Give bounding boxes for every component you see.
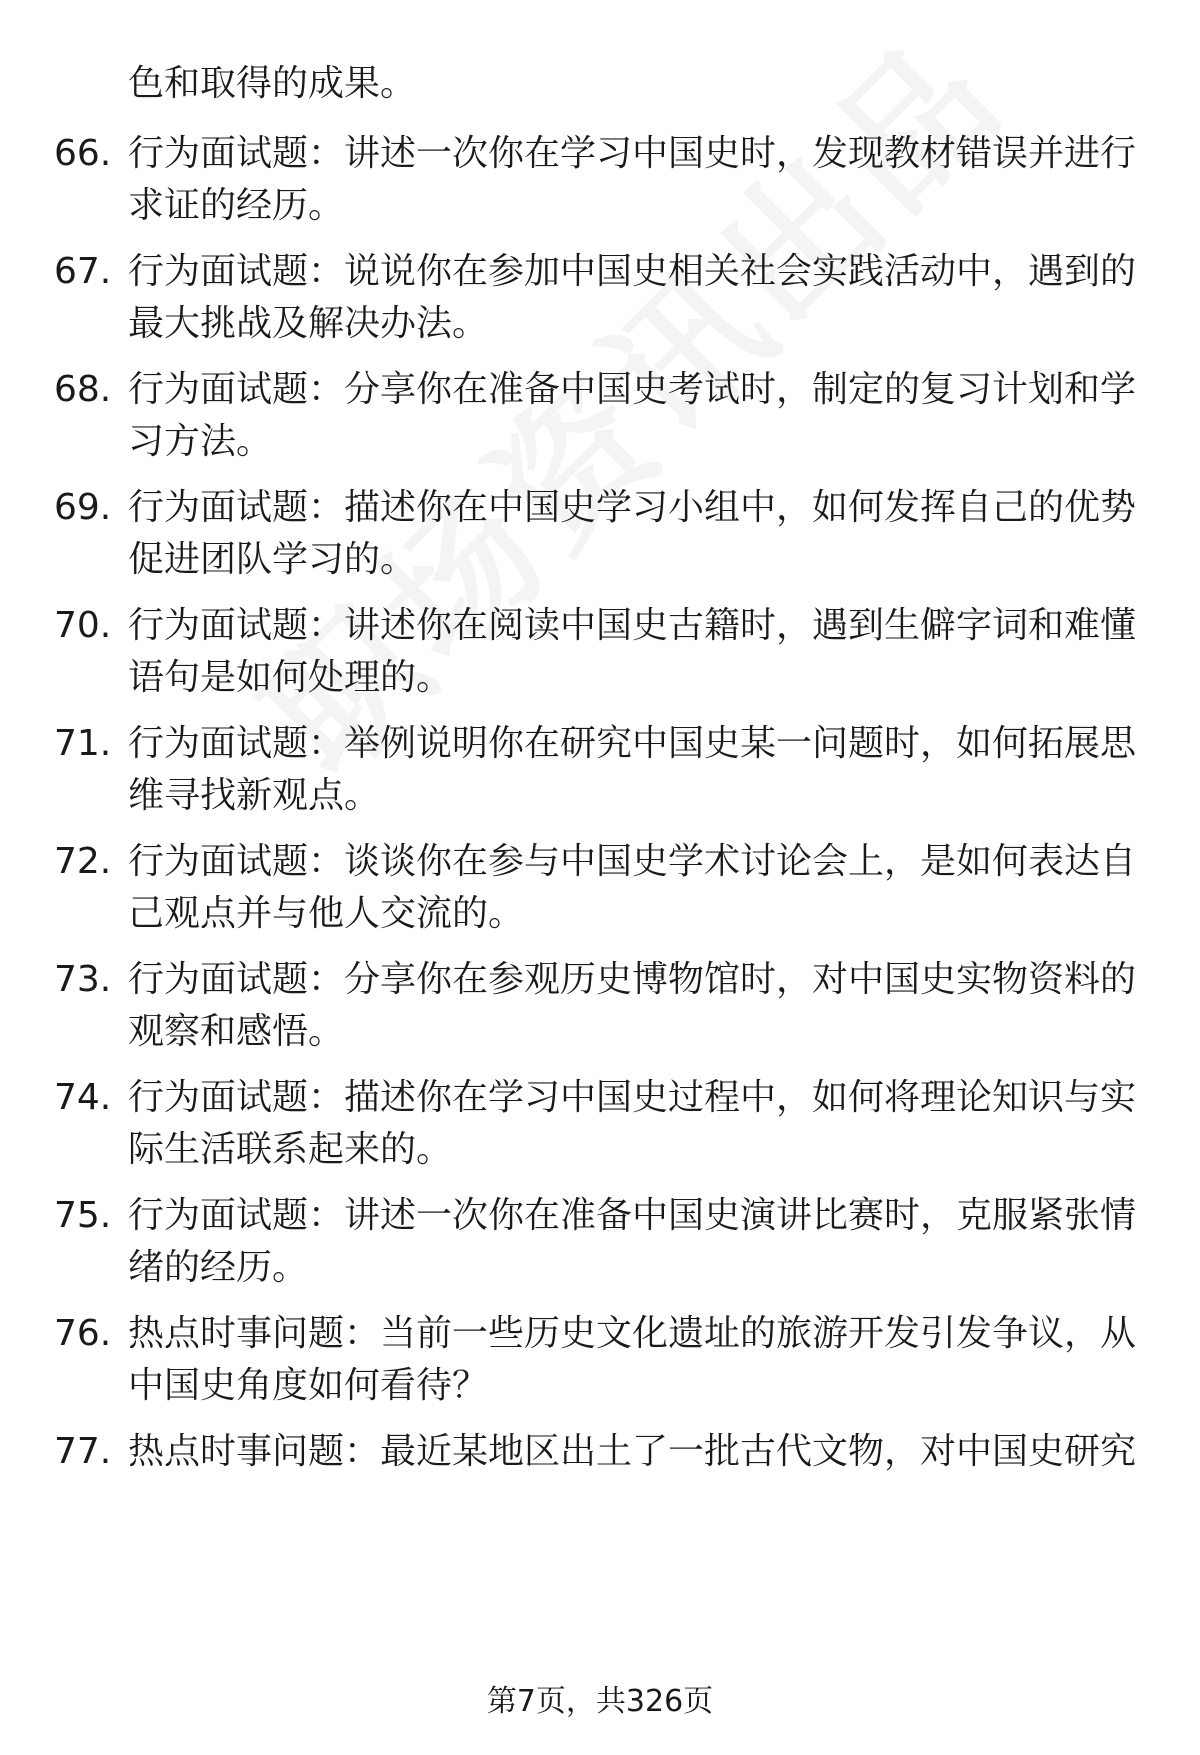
item-number: 73. bbox=[54, 959, 112, 1000]
item-number: 68. bbox=[54, 369, 112, 410]
item-number: 67. bbox=[54, 251, 112, 292]
item-line: 行为面试题：分享你在准备中国史考试时，制定的复习计划和学 bbox=[128, 369, 1137, 410]
item-number: 77. bbox=[54, 1431, 112, 1472]
item-line: 中国史角度如何看待？ bbox=[128, 1365, 489, 1406]
item-line: 求证的经历。 bbox=[128, 185, 345, 226]
item-line: 维寻找新观点。 bbox=[128, 775, 381, 816]
item-text bbox=[128, 482, 1148, 586]
list-item bbox=[0, 1426, 1200, 1536]
list-item bbox=[0, 482, 1200, 592]
item-line: 行为面试题：描述你在中国史学习小组中，如何发挥自己的优势 bbox=[128, 487, 1137, 528]
list-item bbox=[0, 364, 1200, 474]
item-line: 己观点并与他人交流的。 bbox=[128, 893, 525, 934]
list-item bbox=[0, 954, 1200, 1064]
page-footer: 第7页，共326页 bbox=[486, 1684, 714, 1719]
item-text bbox=[128, 364, 1148, 468]
item-text bbox=[128, 954, 1148, 1058]
item-line: 行为面试题：讲述你在阅读中国史古籍时，遇到生僻字词和难懂 bbox=[128, 605, 1137, 646]
list-item bbox=[0, 836, 1200, 946]
list-item bbox=[0, 128, 1200, 238]
item-text bbox=[128, 836, 1148, 940]
item-number: 71. bbox=[54, 723, 112, 764]
item-line: 观察和感悟。 bbox=[128, 1011, 345, 1052]
item-number: 70. bbox=[54, 605, 112, 646]
item-line: 绪的经历。 bbox=[128, 1247, 309, 1288]
item-line: 行为面试题：说说你在参加中国史相关社会实践活动中，遇到的 bbox=[128, 251, 1137, 292]
list-item bbox=[0, 1308, 1200, 1418]
item-number: 66. bbox=[54, 133, 112, 174]
list-item bbox=[0, 718, 1200, 828]
item-line: 行为面试题：描述你在学习中国史过程中，如何将理论知识与实 bbox=[128, 1077, 1137, 1118]
item-text bbox=[128, 1072, 1148, 1176]
continuation-text: 色和取得的成果。 bbox=[128, 63, 417, 104]
list-item bbox=[0, 600, 1200, 710]
item-number: 74. bbox=[54, 1077, 112, 1118]
item-line: 行为面试题：分享你在参观历史博物馆时，对中国史实物资料的 bbox=[128, 959, 1137, 1000]
item-text bbox=[128, 1426, 1148, 1478]
item-line: 行为面试题：讲述一次你在准备中国史演讲比赛时，克服紧张情 bbox=[128, 1195, 1137, 1236]
item-number: 69. bbox=[54, 487, 112, 528]
item-number: 72. bbox=[54, 841, 112, 882]
item-line: 热点时事问题：当前一些历史文化遗址的旅游开发引发争议，从 bbox=[128, 1313, 1137, 1354]
list-item bbox=[0, 1190, 1200, 1300]
list-item bbox=[0, 246, 1200, 356]
item-text bbox=[128, 718, 1148, 822]
item-line: 语句是如何处理的。 bbox=[128, 657, 453, 698]
item-line: 促进团队学习的。 bbox=[128, 539, 417, 580]
item-line: 际生活联系起来的。 bbox=[128, 1129, 453, 1170]
item-line: 最大挑战及解决办法。 bbox=[128, 303, 489, 344]
item-line: 习方法。 bbox=[128, 421, 273, 462]
item-text bbox=[128, 1190, 1148, 1294]
item-number: 75. bbox=[54, 1195, 112, 1236]
list-item bbox=[0, 1072, 1200, 1182]
item-line: 行为面试题：举例说明你在研究中国史某一问题时，如何拓展思 bbox=[128, 723, 1137, 764]
item-number: 76. bbox=[54, 1313, 112, 1354]
item-line: 热点时事问题：最近某地区出土了一批古代文物，对中国史研究 bbox=[128, 1431, 1137, 1472]
item-line: 行为面试题：讲述一次你在学习中国史时，发现教材错误并进行 bbox=[128, 133, 1137, 174]
item-text bbox=[128, 128, 1148, 232]
item-text bbox=[128, 600, 1148, 704]
item-text bbox=[128, 246, 1148, 350]
item-line: 行为面试题：谈谈你在参与中国史学术讨论会上，是如何表达自 bbox=[128, 841, 1137, 882]
item-text bbox=[128, 1308, 1148, 1412]
